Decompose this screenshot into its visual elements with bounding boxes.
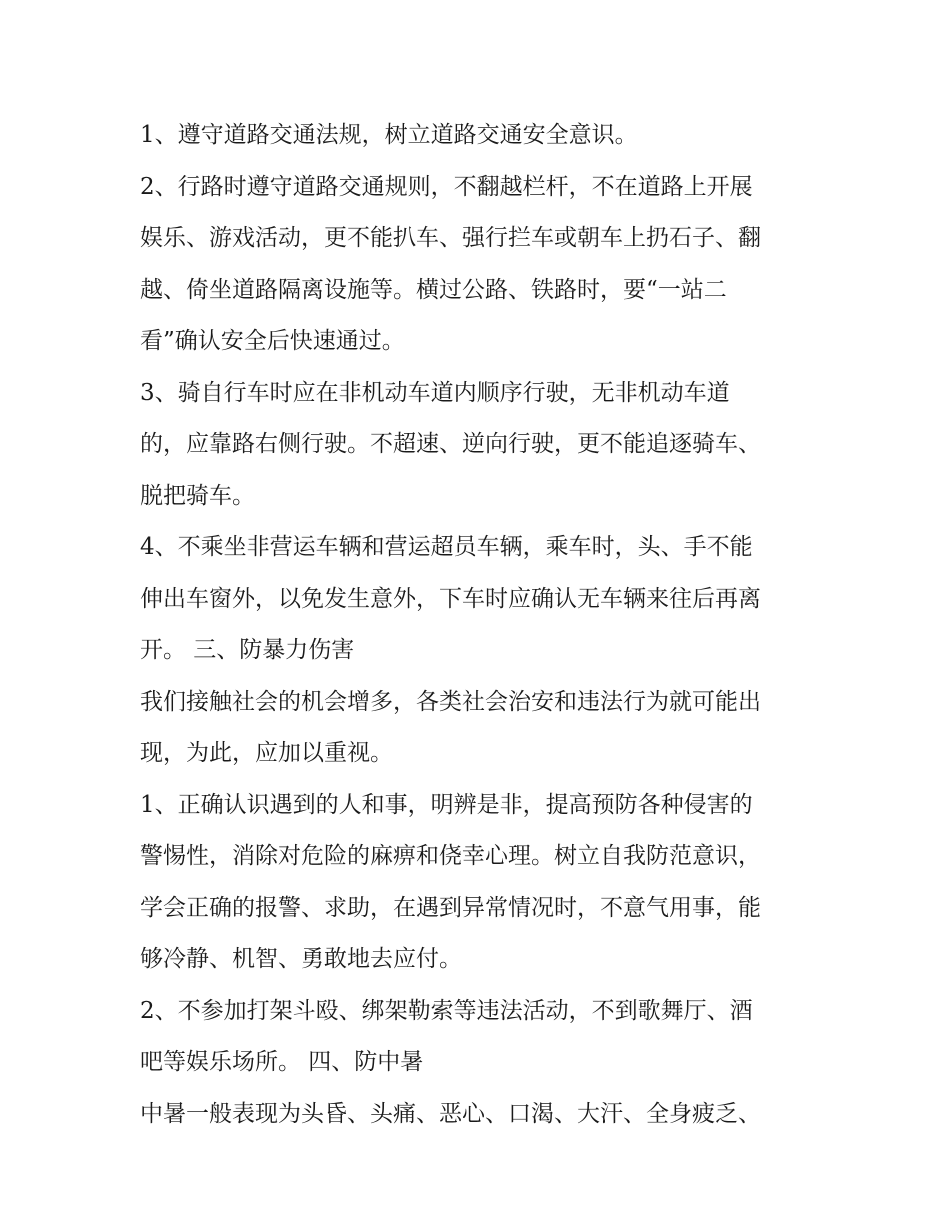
text-line: 吧等娱乐场所。 四、防中暑: [140, 1049, 424, 1075]
text-line: 警惕性，消除对危险的麻痹和侥幸心理。树立自我防范意识，: [140, 843, 761, 869]
text-line: 伸出车窗外，以免发生意外，下车时应确认无车辆来往后再离: [140, 585, 761, 612]
text-line: 1、遵守道路交通法规，树立道路交通安全意识。: [140, 122, 638, 148]
text-line: 娱乐、游戏活动，更不能扒车、强行拦车或朝车上扔石子、翻: [140, 225, 761, 251]
text-line: 越、倚坐道路隔离设施等。横过公路、铁路时，要“一站二: [140, 276, 727, 303]
text-line: 4、不乘坐非营运车辆和营运超员车辆，乘车时，头、手不能: [140, 534, 753, 560]
text-line: 的，应靠路右侧行驶。不超速、逆向行驶，更不能追逐骑车、: [140, 431, 761, 457]
text-line: 2、行路时遵守道路交通规则，不翻越栏杆，不在道路上开展: [140, 173, 753, 200]
text-line: 够冷静、机智、勇敢地去应付。: [140, 946, 462, 972]
text-line: 1、正确认识遇到的人和事，明辨是非，提高预防各种侵害的: [140, 791, 753, 818]
document-body: [140, 110, 830, 1140]
text-line: 中暑一般表现为头昏、头痛、恶心、口渴、大汗、全身疲乏、: [140, 1100, 761, 1127]
text-line: 看”确认安全后快速通过。: [140, 328, 405, 354]
text-line: 3、骑自行车时应在非机动车道内顺序行驶，无非机动车道: [140, 379, 730, 406]
text-line: 开。 三、防暴力伤害: [140, 637, 355, 663]
text-line: 现，为此，应加以重视。: [140, 740, 393, 766]
text-line: 我们接触社会的机会增多，各类社会治安和违法行为就可能出: [140, 688, 761, 715]
text-line: 学会正确的报警、求助，在遇到异常情况时，不意气用事，能: [140, 894, 761, 921]
text-line: 2、不参加打架斗殴、绑架勒索等违法活动，不到歌舞厅、酒: [140, 997, 753, 1024]
text-line: 脱把骑车。: [140, 482, 255, 509]
